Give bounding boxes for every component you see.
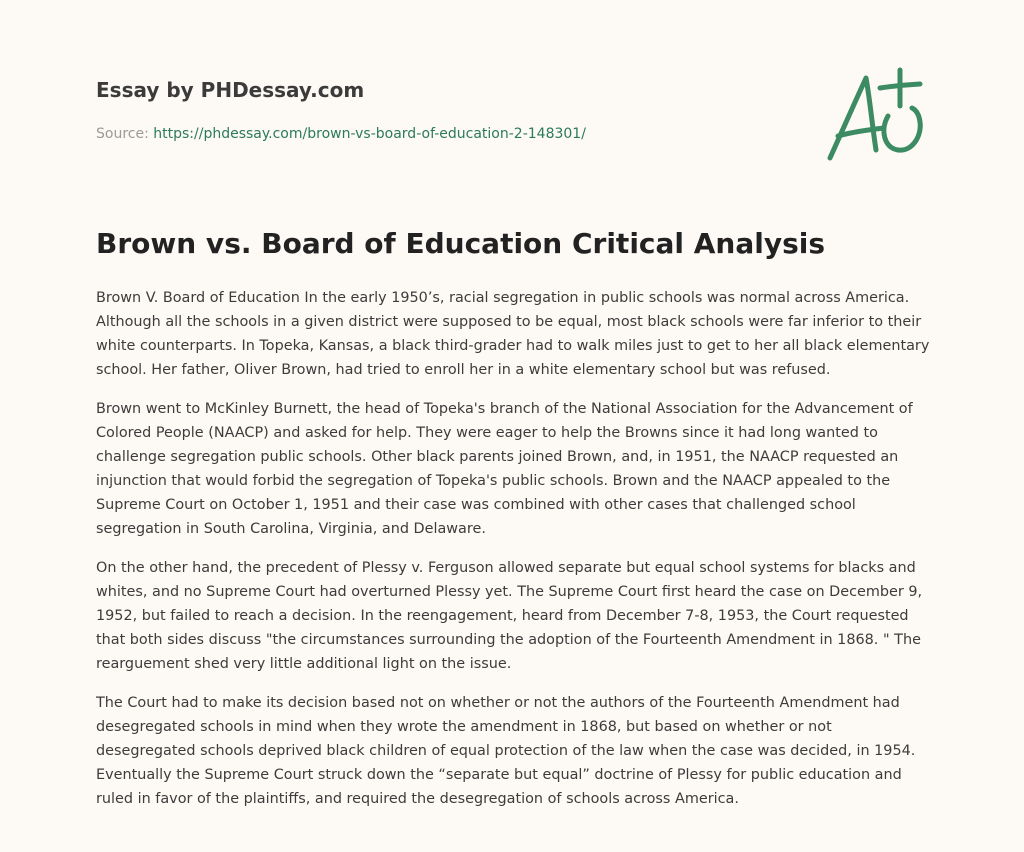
essay-body — [96, 286, 931, 826]
paragraph: Brown went to McKinley Burnett, the head of Topeka's branch of the National Association for the Advancement of Colored People (NAACP) and asked for help. They were eager to help the Browns since it had long wanted to challenge segregation public schools. Other black parents joined Brown, and, in 1951, the NAACP requested an injunction that would forbid the segregation of Topeka's public schools. Brown and the NAACP appealed to the Supreme Court on October 1, 1951 and their case was combined with other cases that challenged school segregation in South Carolina, Virginia, and Delaware. — [96, 401, 913, 537]
a-plus-grade-icon — [820, 66, 930, 166]
paragraph: Brown V. Board of Education In the early 1950’s, racial segregation in public schools was normal across America. Although all the schools in a given district were supposed to be equal, most black schools were far inferior to their white counterparts. In Topeka, Kansas, a black third-grader had to walk miles just to get to her all black elementary school. Her father, Oliver Brown, had tried to enroll her in a white elementary school but was refused. — [96, 290, 930, 378]
essay-title: Brown vs. Board of Education Critical Analysis — [96, 227, 826, 260]
paragraph: On the other hand, the precedent of Plessy v. Ferguson allowed separate but equal school systems for blacks and whites, and no Supreme Court had overturned Plessy yet. The Supreme Court first heard the case on December 9, 1952, but failed to reach a decision. In the reengagement, heard from December 7-8, 1953, the Court requested that both sides discuss "the circumstances surrounding the adoption of the Fourteenth Amendment in 1868. " The rearguement shed very little additional light on the issue. — [96, 560, 923, 672]
header — [96, 76, 796, 104]
site-title: Essay by PHDessay.com — [96, 78, 365, 102]
source-link[interactable]: https://phdessay.com/brown-vs-board-of-education-2-148301/ — [153, 126, 586, 142]
source-label: Source: — [96, 126, 154, 142]
paragraph: The Court had to make its decision based not on whether or not the authors of the Fourteenth Amendment had desegregated schools in mind when they wrote the amendment in 1868, but based on whether or not desegregated schools deprived black children of equal protection of the law when the case was decided, in 1954. Eventually the Supreme Court struck down the “separate but equal” doctrine of Plessy for public education and ruled in favor of the plaintiffs, and required the desegregation of schools across America. — [96, 695, 916, 807]
source-line — [96, 124, 586, 144]
